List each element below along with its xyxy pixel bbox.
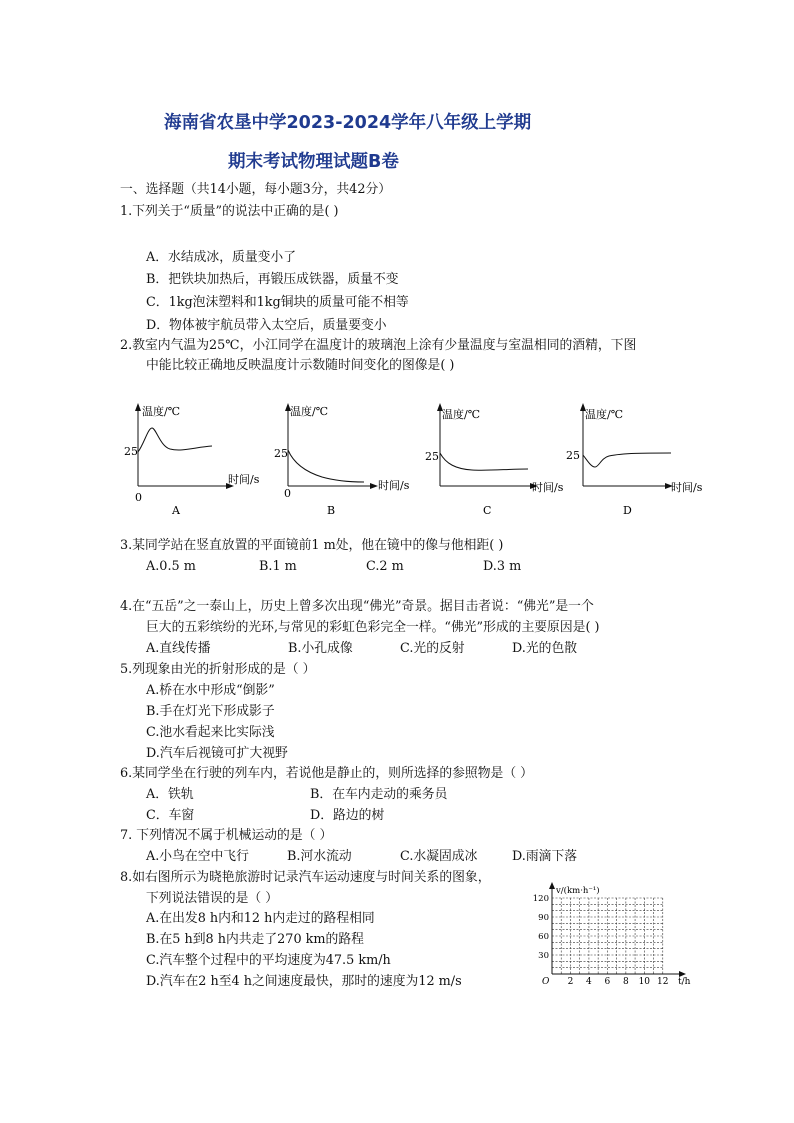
- vt-xlabel: t/h: [678, 977, 691, 987]
- question-1-option-a: A．水结成冰，质量变小了: [146, 250, 297, 265]
- question-5-option-a: A.桥在水中形成“倒影”: [146, 683, 275, 698]
- q2-c-y25: 25: [425, 450, 439, 463]
- vt-x-tick-label: 12: [657, 977, 669, 987]
- question-6-option-a: A．铁轨: [146, 787, 194, 802]
- question-4-option-a: A.直线传播: [146, 641, 211, 656]
- question-4-stem-line1: 4.在“五岳”之一泰山上，历史上曾多次出现“佛光”奇景。据目击者说：“佛光”是一个: [120, 599, 594, 614]
- q2-b-ylabel: 温度/℃: [290, 405, 329, 418]
- q2-b-origin: 0: [284, 487, 291, 500]
- question-1-option-c: C．1kg泡沫塑料和1kg铜块的质量可能不相等: [146, 295, 409, 310]
- q2-a-curve: [138, 428, 212, 452]
- q2-b-curve: [288, 450, 364, 482]
- question-1-option-d: D．物体被宇航员带入太空后，质量要变小: [146, 318, 387, 333]
- question-4-option-c: C.光的反射: [400, 641, 465, 656]
- question-8-stem-line2: 下列说法错误的是（ ）: [146, 891, 279, 906]
- q2-a-y25: 25: [124, 445, 138, 458]
- q2-d-xlabel: 时间/s: [671, 481, 703, 494]
- q2-b-xlabel: 时间/s: [378, 479, 410, 492]
- page-title-line1: 海南省农垦中学2023-2024学年八年级上学期: [164, 113, 532, 133]
- question-8-stem-line1: 8.如右图所示为晓艳旅游时记录汽车运动速度与时间关系的图象，: [120, 870, 491, 885]
- question-4-option-b: B.小孔成像: [288, 641, 353, 656]
- q2-a-origin: 0: [135, 491, 142, 504]
- question-3-option-a: A.0.5 m: [146, 559, 196, 574]
- page-title-line2: 期末考试物理试题B卷: [228, 152, 399, 172]
- question-6-stem: 6.某同学坐在行驶的列车内，若说他是静止的，则所选择的参照物是（ ）: [120, 766, 533, 781]
- q2-graph-d: [565, 398, 725, 518]
- q2-a-xlabel: 时间/s: [228, 473, 260, 486]
- vt-y-tick-label: 60: [538, 932, 549, 942]
- question-1-stem: 1.下列关于“质量”的说法中正确的是( ): [120, 204, 339, 219]
- vt-x-tick-label: 2: [567, 977, 574, 987]
- q2-d-curve: [583, 453, 671, 467]
- q2-c-ylabel: 温度/℃: [442, 408, 481, 421]
- q2-graph-a: [120, 398, 280, 518]
- question-8-option-b: B.在5 h到8 h内共走了270 km的路程: [146, 932, 364, 947]
- question-5-option-d: D.汽车后视镜可扩大视野: [146, 746, 288, 761]
- vt-x-tick-label: 10: [638, 977, 651, 987]
- question-7-option-b: B.河水流动: [287, 849, 352, 864]
- question-4-option-d: D.光的色散: [512, 641, 578, 656]
- question-3-option-c: C.2 m: [366, 559, 404, 574]
- q2-c-xlabel: 时间/s: [532, 481, 564, 494]
- question-2-stem-line2: 中能比较正确地反映温度计示数随时间变化的图像是( ): [146, 358, 455, 373]
- question-8-option-a: A.在出发8 h内和12 h内走过的路程相同: [146, 911, 375, 926]
- question-5-option-c: C.池水看起来比实际浅: [146, 725, 275, 740]
- q2-d-label: D: [623, 504, 632, 517]
- question-5-option-b: B.手在灯光下形成影子: [146, 704, 275, 719]
- question-4-stem-line2: 巨大的五彩缤纷的光环,与常见的彩虹色彩完全一样。“佛光”形成的主要原因是( ): [146, 620, 600, 635]
- q2-c-curve: [440, 453, 528, 470]
- question-3-option-d: D.3 m: [483, 559, 522, 574]
- question-6-option-d: D．路边的树: [310, 808, 385, 823]
- question-2-stem-line1: 2.教室内气温为25℃，小江同学在温度计的玻璃泡上涂有少量温度与室温相同的酒精，下图: [120, 338, 637, 353]
- question-7-option-a: A.小鸟在空中飞行: [146, 849, 249, 864]
- question-7-option-c: C.水凝固成冰: [400, 849, 478, 864]
- vt-y-arrow: [549, 882, 555, 889]
- vt-x-tick-label: 4: [586, 977, 592, 987]
- question-7-option-d: D.雨滴下落: [512, 849, 578, 864]
- q2-a-ylabel: 温度/℃: [142, 405, 181, 418]
- vt-ylabel: v/(km·h⁻¹): [556, 886, 600, 896]
- question-7-stem: 7. 下列情况不属于机械运动的是（ ）: [120, 828, 333, 843]
- question-6-option-b: B．在车内走动的乘务员: [310, 787, 448, 802]
- q2-b-label: B: [327, 504, 336, 517]
- question-5-stem: 5.列现象由光的折射形成的是（ ）: [120, 662, 316, 677]
- vt-x-tick-label: 6: [604, 977, 611, 987]
- vt-y-tick-label: 90: [538, 913, 549, 923]
- vt-ticks: [533, 894, 669, 987]
- q2-c-label: C: [483, 504, 492, 517]
- vt-origin: O: [542, 977, 550, 987]
- question-3-stem: 3.某同学站在竖直放置的平面镜前1 m处，他在镜中的像与他相距( ): [120, 538, 504, 553]
- vt-grid: [552, 898, 663, 974]
- vt-y-tick-label: 120: [532, 894, 549, 904]
- question-8-option-c: C.汽车整个过程中的平均速度为47.5 km/h: [146, 953, 391, 968]
- q2-d-ylabel: 温度/℃: [585, 408, 624, 421]
- question-3-option-b: B.1 m: [259, 559, 297, 574]
- q2-d-y25: 25: [566, 449, 580, 462]
- vt-y-tick-label: 30: [538, 951, 549, 961]
- q2-b-y25: 25: [274, 447, 288, 460]
- vt-x-tick-label: 8: [622, 977, 629, 987]
- question-1-option-b: B．把铁块加热后，再锻压成铁器，质量不变: [146, 272, 399, 287]
- question-6-option-c: C．车窗: [146, 808, 195, 823]
- q2-a-label: A: [172, 504, 180, 517]
- question-8-option-d: D.汽车在2 h至4 h之间速度最快，那时的速度为12 m/s: [146, 974, 462, 989]
- q2-graph-b: [270, 398, 430, 518]
- q2-graph-c: [422, 398, 582, 518]
- section-heading: 一、选择题（共14小题，每小题3分，共42分）: [120, 182, 392, 197]
- q8-velocity-time-chart: [520, 880, 698, 990]
